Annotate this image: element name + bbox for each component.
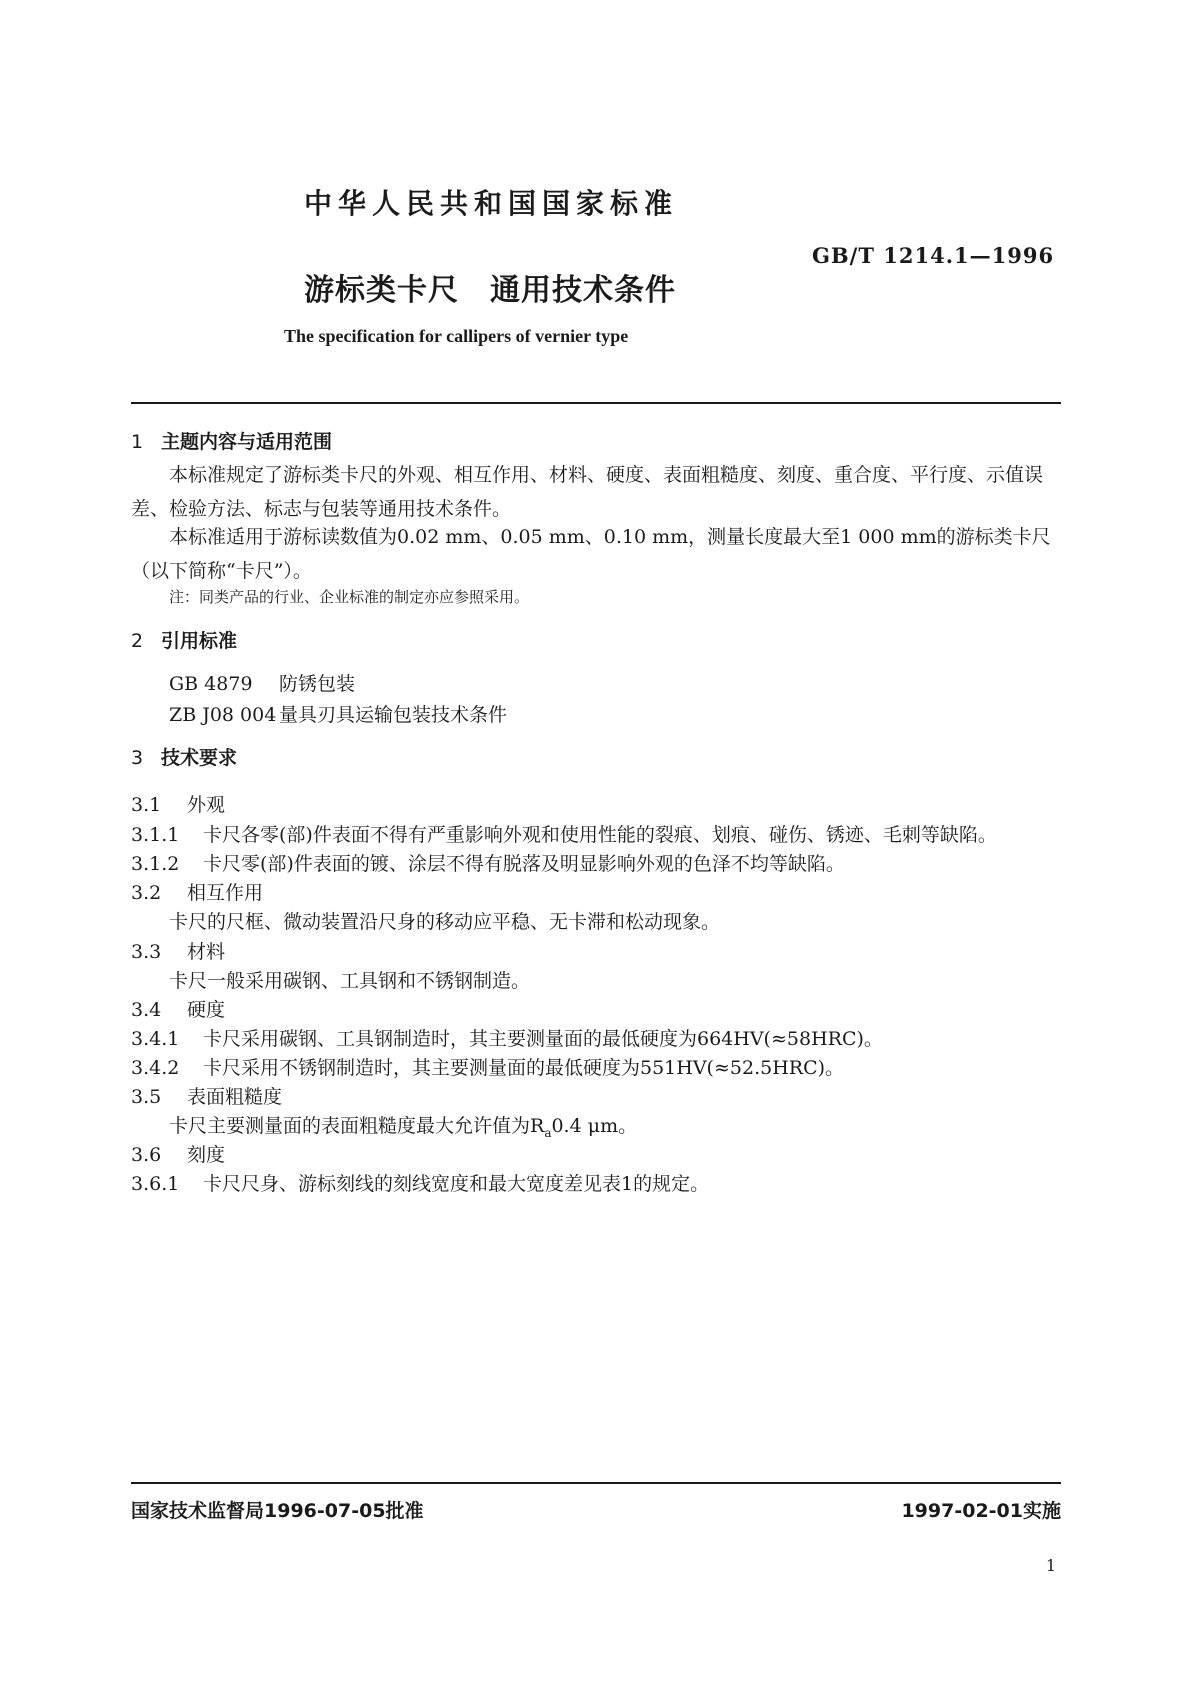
clause-number: 3.3 xyxy=(131,941,162,963)
clause-3-6-1 xyxy=(131,1169,709,1196)
clause-3-6 xyxy=(131,1140,225,1167)
clause-text: 材料 xyxy=(187,941,226,963)
clause-number: 3.2 xyxy=(131,882,162,904)
reference-title: 量具刃具运输包装技术条件 xyxy=(279,704,508,726)
clause-text: 卡尺采用碳钢、工具钢制造时，其主要测量面的最低硬度为664HV(≈58HRC)。 xyxy=(203,1028,883,1050)
clause-3-3 xyxy=(131,937,225,964)
reference-code: ZB J08 004 xyxy=(169,704,277,726)
clause-number: 3.1 xyxy=(131,794,162,816)
section-1-para-1: 本标准规定了游标类卡尺的外观、相互作用、材料、硬度、表面粗糙度、刻度、重合度、平行度、示值误差、检验方法、标志与包装等通用技术条件。 xyxy=(131,464,1044,520)
clause-3-1-2 xyxy=(131,849,845,876)
clause-3-4-2 xyxy=(131,1053,844,1080)
section-3-heading xyxy=(131,743,237,770)
clause-text: 卡尺尺身、游标刻线的刻线宽度和最大宽度差见表1的规定。 xyxy=(203,1173,710,1195)
clause-3-4-1 xyxy=(131,1024,883,1051)
section-number: 3 xyxy=(131,747,144,769)
clause-3-3-body: 卡尺一般采用碳钢、工具钢和不锈钢制造。 xyxy=(169,970,531,992)
approval-date: 国家技术监督局1996-07-05批准 xyxy=(131,1500,424,1522)
clause-3-2-body: 卡尺的尺框、微动装置沿尺身的移动应平稳、无卡滞和松动现象。 xyxy=(169,911,721,933)
footer-divider xyxy=(131,1482,1061,1484)
clause-number: 3.6 xyxy=(131,1144,162,1166)
page-number: 1 xyxy=(1045,1556,1056,1575)
clause-number: 3.6.1 xyxy=(131,1173,180,1195)
clause-text: 卡尺主要测量面的表面粗糙度最大允许值为R xyxy=(169,1115,545,1137)
clause-text: 卡尺各零(部)件表面不得有严重影响外观和使用性能的裂痕、划痕、碰伤、锈迹、毛刺等缺陷。 xyxy=(203,824,997,846)
section-title: 引用标准 xyxy=(161,630,238,652)
clause-number: 3.1.1 xyxy=(131,824,180,846)
clause-3-2 xyxy=(131,878,263,905)
header-divider xyxy=(131,402,1061,404)
clause-3-1-1 xyxy=(131,820,997,847)
clause-3-1 xyxy=(131,790,225,817)
clause-text: 卡尺采用不锈钢制造时，其主要测量面的最低硬度为551HV(≈52.5HRC)。 xyxy=(203,1057,845,1079)
clause-number: 3.4.1 xyxy=(131,1028,180,1050)
clause-text: 表面粗糙度 xyxy=(187,1086,283,1108)
clause-text: 刻度 xyxy=(187,1144,226,1166)
standard-code: GB/T 1214.1—1996 xyxy=(812,243,1055,268)
standard-org-title: 中华人民共和国国家标准 xyxy=(304,187,679,220)
document-subtitle: The specification for callipers of vernier type xyxy=(284,326,629,346)
reference-title: 防锈包装 xyxy=(279,673,356,695)
reference-item xyxy=(169,700,507,727)
clause-number: 3.1.2 xyxy=(131,853,180,875)
clause-number: 3.4 xyxy=(131,999,162,1021)
section-title: 主题内容与适用范围 xyxy=(161,431,333,453)
section-2-heading xyxy=(131,626,237,653)
section-1-heading xyxy=(131,427,332,454)
reference-code: GB 4879 xyxy=(169,673,253,695)
reference-item xyxy=(169,669,355,696)
roughness-subscript: a xyxy=(544,1125,552,1140)
clause-text: 硬度 xyxy=(187,999,226,1021)
section-1-para-2: 本标准适用于游标读数值为0.02 mm、0.05 mm、0.10 mm，测量长度最大至1 000 mm的游标类卡尺（以下简称“卡尺”）。 xyxy=(131,526,1051,582)
clause-number: 3.4.2 xyxy=(131,1057,180,1079)
clause-number: 3.5 xyxy=(131,1086,162,1108)
clause-3-5-body xyxy=(169,1111,637,1140)
section-title: 技术要求 xyxy=(161,747,238,769)
section-number: 1 xyxy=(131,431,144,453)
roughness-value: 0.4 μm。 xyxy=(551,1115,638,1137)
effective-date: 1997-02-01实施 xyxy=(901,1500,1061,1522)
clause-text: 外观 xyxy=(187,794,226,816)
clause-3-5 xyxy=(131,1082,282,1109)
clause-text: 卡尺零(部)件表面的镀、涂层不得有脱落及明显影响外观的色泽不均等缺陷。 xyxy=(203,853,845,875)
document-title: 游标类卡尺 通用技术条件 xyxy=(304,273,676,308)
section-1-note: 注：同类产品的行业、企业标准的制定亦应参照采用。 xyxy=(169,588,530,606)
section-number: 2 xyxy=(131,630,144,652)
clause-text: 相互作用 xyxy=(187,882,264,904)
clause-3-4 xyxy=(131,995,225,1022)
